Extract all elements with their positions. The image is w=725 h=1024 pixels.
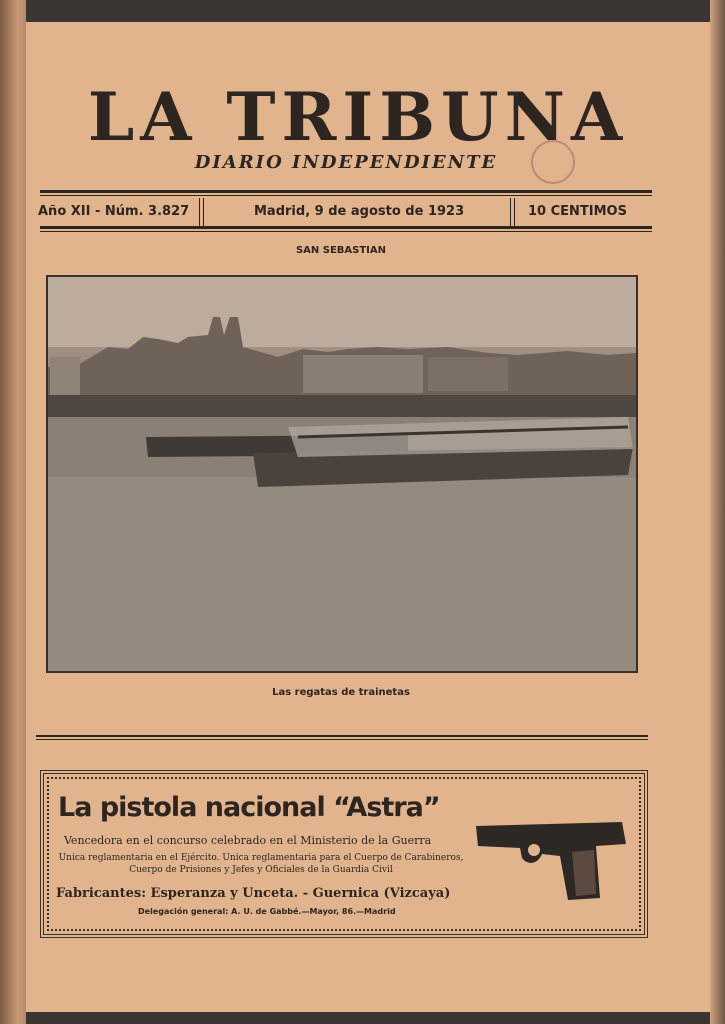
info-divider	[199, 198, 204, 228]
newspaper-subtitle: DIARIO INDEPENDIENTE	[194, 152, 498, 173]
issue-date: Madrid, 9 de agosto de 1923	[254, 204, 465, 219]
newspaper-title: LA TRIBUNA	[87, 78, 629, 156]
regatta-photo-image	[48, 277, 636, 671]
issue-number: Año XII - Núm. 3.827	[38, 204, 190, 219]
ad-manufacturer-line: Fabricantes: Esperanza y Unceta. - Guernica (Vizcaya)	[56, 886, 451, 901]
library-stamp	[531, 140, 575, 184]
photo-caption: Las regatas de trainetas	[272, 687, 410, 698]
ad-award-line: Vencedora en el concurso celebrado en el Ministerio de la Guerra	[64, 834, 432, 847]
astra-advertisement	[40, 770, 648, 938]
issue-info-bar	[38, 198, 658, 228]
header-rule-bottom	[40, 226, 652, 232]
pistol-icon	[472, 812, 632, 904]
section-divider	[36, 735, 648, 740]
binding-edge	[0, 0, 26, 1024]
ad-headline: La pistola nacional “Astra”	[58, 792, 440, 823]
regatta-photograph	[46, 275, 638, 673]
info-divider	[510, 198, 515, 228]
issue-price: 10 CENTIMOS	[528, 204, 627, 219]
newspaper-page	[26, 22, 710, 1012]
scan-top-border	[0, 0, 725, 22]
ad-delegation-line: Delegación general: A. U. de Gabbé.—Mayor, 86.—Madrid	[138, 907, 396, 916]
ad-regulation-line: Unica reglamentaria en el Ejército. Unica reglamentaria para el Cuerpo de Carabineros, Cuerpo de Prisiones y Jefes y Oficiales de la Guardia Civil	[58, 853, 464, 875]
photo-location: SAN SEBASTIAN	[295, 245, 387, 256]
header-rule-top	[40, 190, 652, 196]
page-right-edge	[710, 0, 725, 1024]
